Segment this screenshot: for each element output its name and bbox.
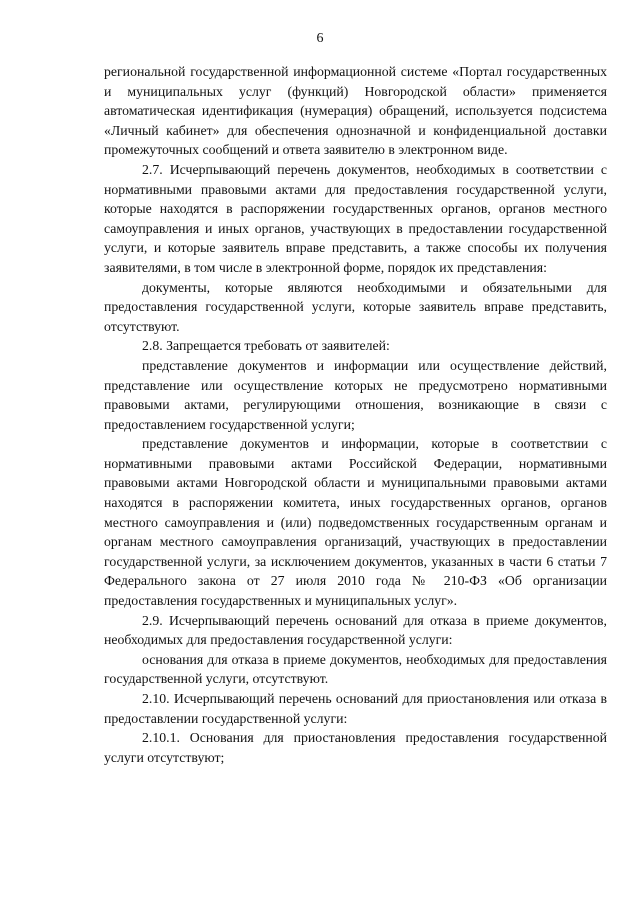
paragraph-2-8: 2.8. Запрещается требовать от заявителей: bbox=[142, 338, 390, 354]
paragraph-2-9-grounds: основания для отказа в приеме документов, необходимых для предоставления государственной услуги, отсутствуют. bbox=[104, 651, 607, 687]
paragraph-2-7-documents: документы, которые являются необходимыми и обязательными для предоставления государственной услуги, которые заявитель вправе представить, отсутствуют. bbox=[104, 279, 607, 334]
paragraph-2-9: 2.9. Исчерпывающий перечень оснований для отказа в приеме документов, необходимых для предоставления государственной услуги: bbox=[104, 612, 607, 648]
paragraph-2-10-1: 2.10.1. Основания для приостановления предоставления государственной услуги отсутствуют; bbox=[104, 730, 607, 765]
document-body bbox=[104, 62, 607, 767]
page-number: 6 bbox=[316, 31, 324, 46]
paragraph-2-8-item-1: представление документов и информации или осуществление действий, представление или осуществление которых не предусмотрено нормативными правовыми актами, регулирующими отношения, возникающие в связи с предоставлением государственной услуги; bbox=[104, 357, 607, 432]
paragraph-2-8-item-2: представление документов и информации, которые в соответствии с нормативными правовыми актами Российской Федерации, нормативными правовыми актами Новгородской области и муниципальными правовыми актами находятся в распоряжении комитета, иных государственных органов, органов местного самоуправления и (или) подведомственных государственным органам и органам местного самоуправления организаций, участвующих в предоставлении государственной услуги, за исключением документов, указанных в части 6 статьи 7 Федерального закона от 27 июля 2010 года № 210-ФЗ «Об организации предоставления государственных и муниципальных услуг». bbox=[104, 436, 607, 609]
paragraph-2-10: 2.10. Исчерпывающий перечень оснований для приостановления или отказа в предоставлении государственной услуги: bbox=[104, 691, 607, 726]
paragraph-2-7: 2.7. Исчерпывающий перечень документов, необходимых в соответствии с нормативными правовыми актами для предоставления государственной услуги, которые находятся в распоряжении государственных органов, органов местного самоуправления и иных органов, участвующих в предоставлении государственной услуги, и которые заявитель вправе представить, а также способы их получения заявителями, в том числе в электронной форме, порядок их представления: bbox=[104, 161, 607, 275]
paragraph-continuation: региональной государственной информационной системе «Портал государственных и муниципальных услуг (функций) Новгородской области» применяется автоматическая идентификация (нумерация) обращений, используется подсистема «Личный кабинет» для обеспечения однозначной и конфиденциальной доставки промежуточных сообщений и ответа заявителю в электронном виде. bbox=[104, 64, 607, 158]
